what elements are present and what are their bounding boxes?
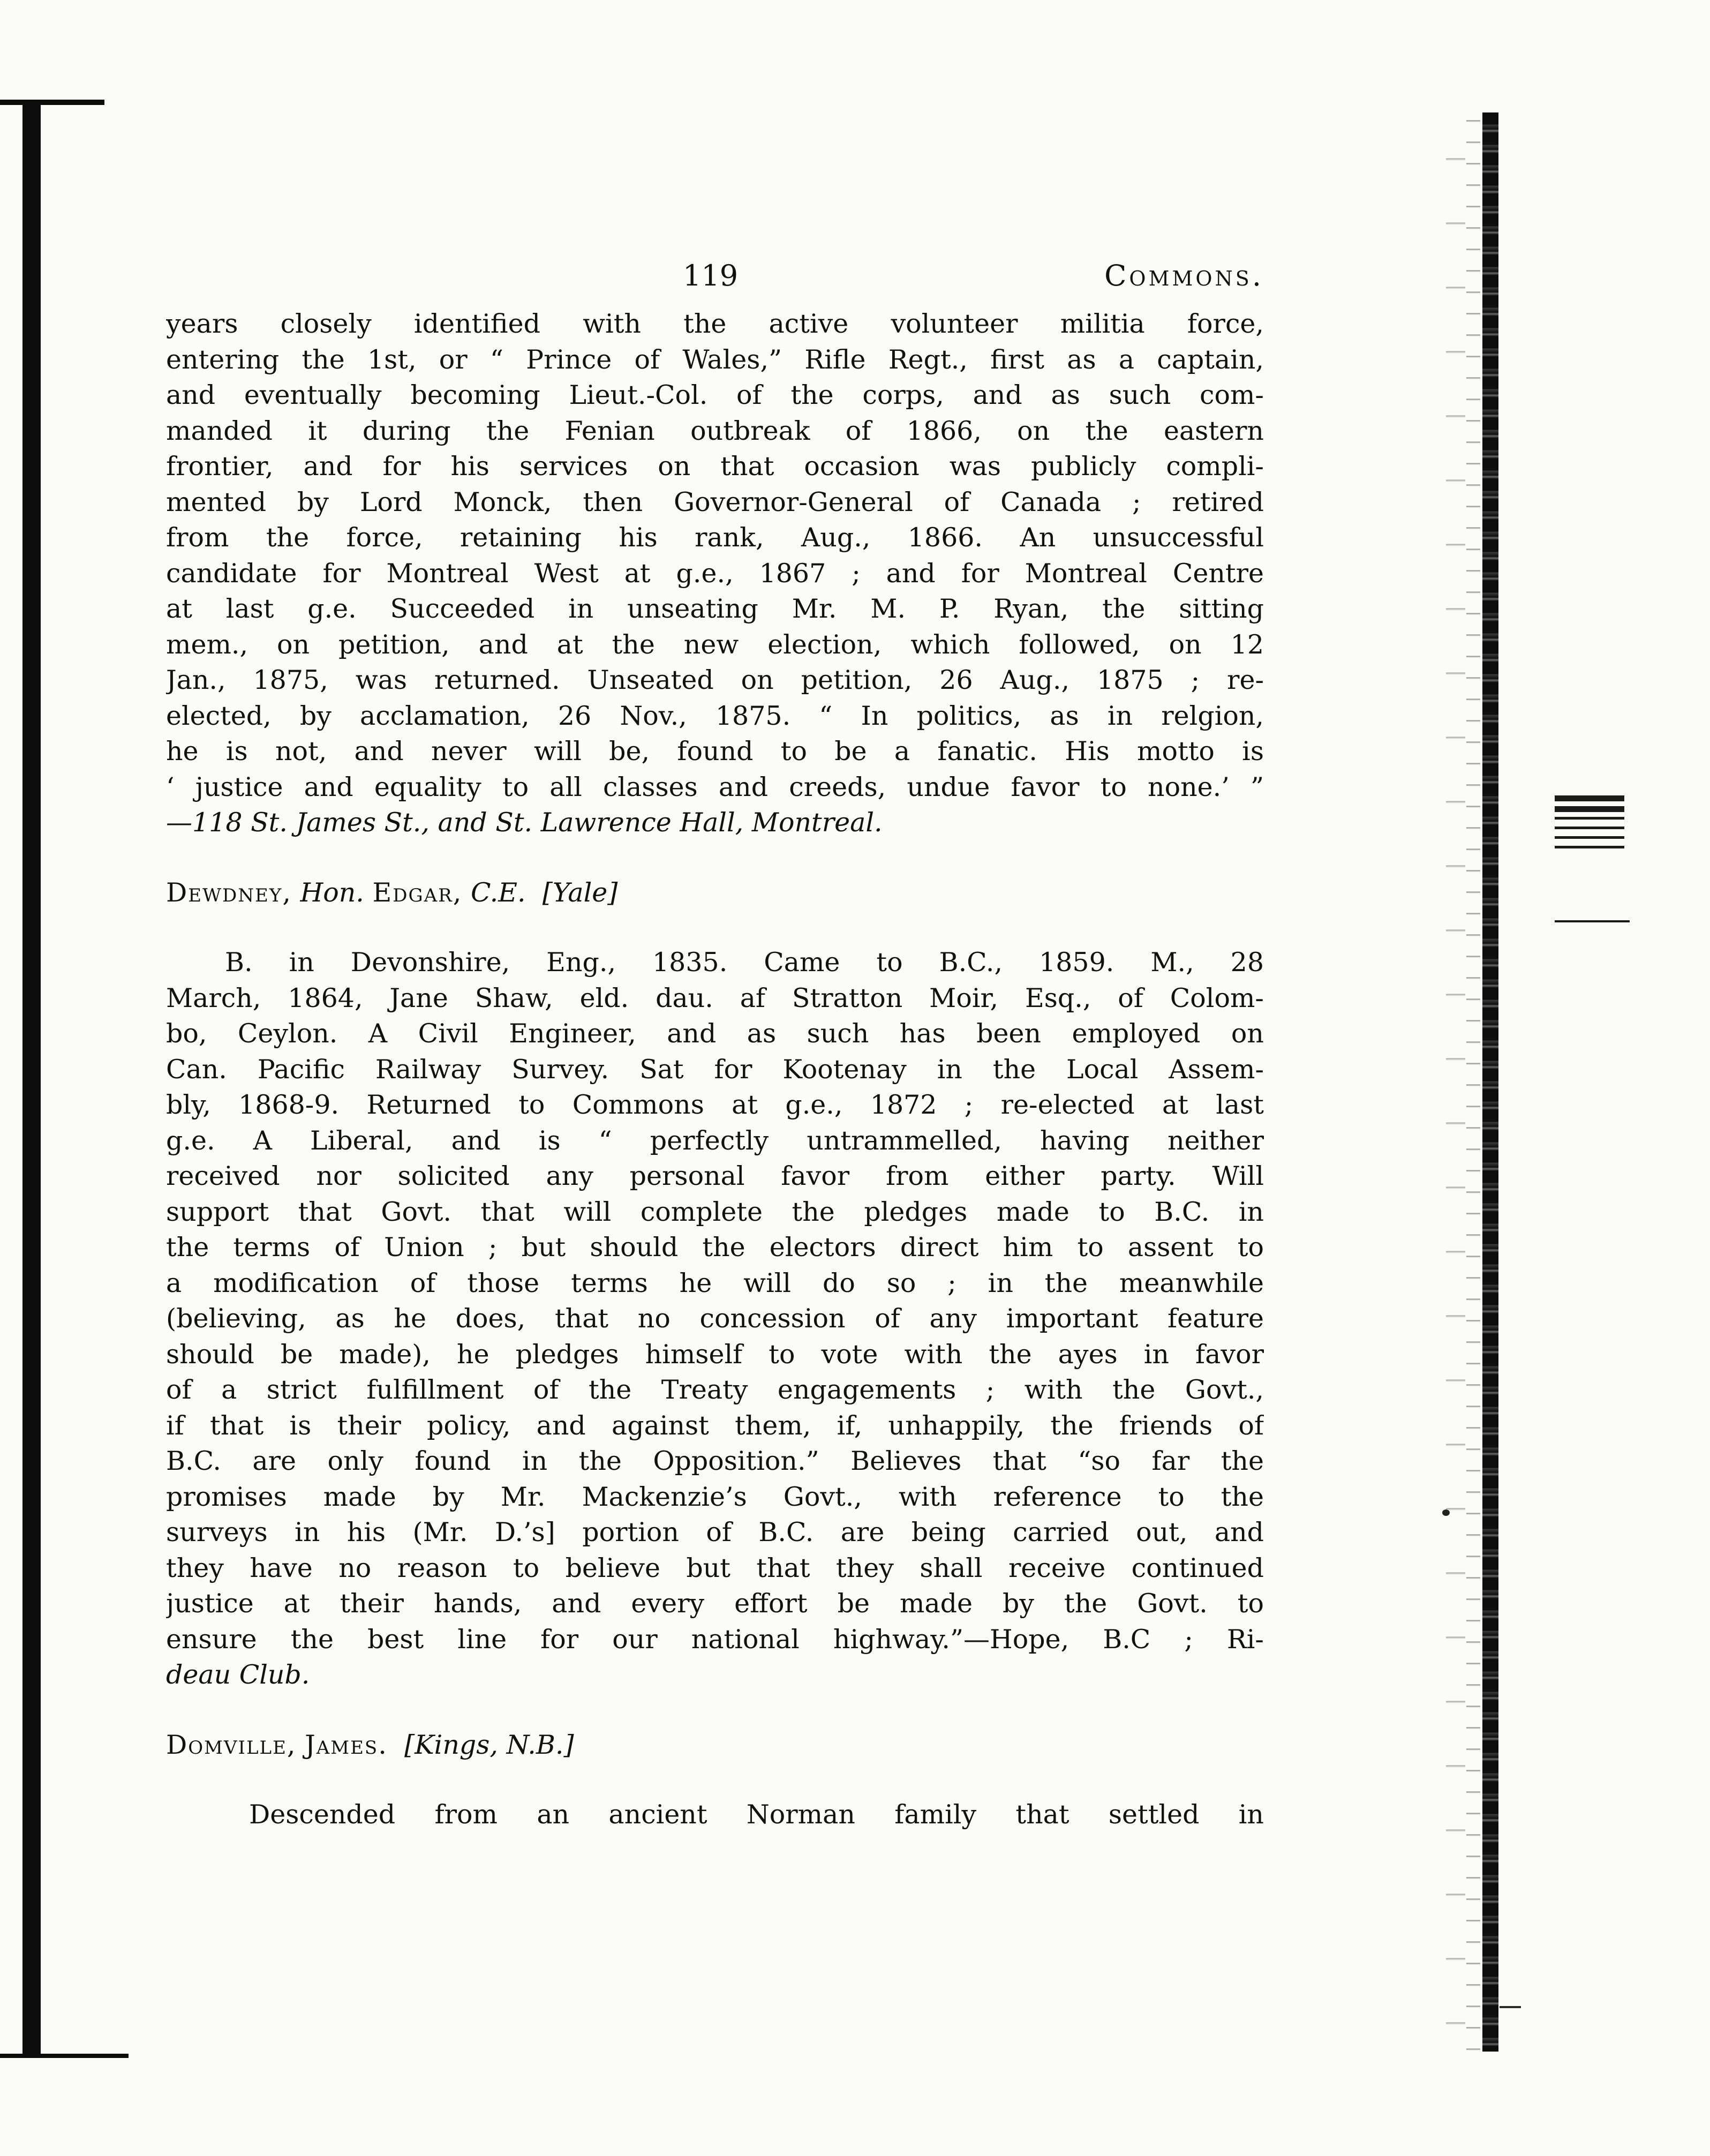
text-line: candidate for Montreal West at g.e., 1867 ; and for Montreal Centre xyxy=(166,558,1264,589)
text-line: mented by Lord Monck, then Governor-General of Canada ; retired xyxy=(166,486,1264,517)
text-line: Descended from an ancient Norman family that settled in xyxy=(249,1799,1264,1830)
text-line: justice at their hands, and every effort be made by the Govt. to xyxy=(166,1588,1264,1619)
entry-heading-dewdney xyxy=(166,875,1264,911)
entry-continued-text xyxy=(166,306,1264,841)
entry-constituency: [Yale] xyxy=(542,877,618,908)
entry-given-name: Edgar, xyxy=(372,877,463,908)
text-line: of a strict fulfillment of the Treaty engagements ; with the Govt., xyxy=(166,1374,1264,1405)
running-head xyxy=(166,252,1264,300)
text-line: March, 1864, Jane Shaw, eld. dau. af Stratton Moir, Esq., of Colom- xyxy=(166,982,1264,1013)
text-line: —118 St. James St., and St. Lawrence Hall, Montreal. xyxy=(166,807,883,838)
text-line: ensure the best line for our national highway.”—Hope, B.C ; Ri- xyxy=(166,1624,1264,1655)
text-line: bo, Ceylon. A Civil Engineer, and as such has been employed on xyxy=(166,1018,1264,1049)
entry-given-name: James. xyxy=(305,1729,388,1760)
text-line: from the force, retaining his rank, Aug., 1866. An unsuccessful xyxy=(166,522,1264,553)
text-line: surveys in his (Mr. D.’s] portion of B.C. are being carried out, and xyxy=(166,1517,1264,1547)
section-title: Commons. xyxy=(1104,259,1264,292)
margin-tick-single xyxy=(1555,920,1630,922)
entry-title: C.E. xyxy=(470,877,526,908)
entry-surname: Domville, xyxy=(166,1729,297,1760)
margin-tick-marks xyxy=(1555,795,1630,855)
text-line: at last g.e. Succeeded in unseating Mr. M. P. Ryan, the sitting xyxy=(166,594,1264,624)
text-line: entering the 1st, or “ Prince of Wales,” Rifle Regt., first as a captain, xyxy=(166,344,1264,375)
text-line: frontier, and for his services on that occasion was publicly compli- xyxy=(166,451,1264,482)
text-line: mem., on petition, and at the new election, which followed, on 12 xyxy=(166,629,1264,660)
text-line: and eventually becoming Lieut.-Col. of the corps, and as such com- xyxy=(166,380,1264,410)
binding-rule xyxy=(22,102,41,2057)
text-line: they have no reason to believe but that they shall receive continued xyxy=(166,1552,1264,1583)
text-line: manded it during the Fenian outbreak of 1866, on the eastern xyxy=(166,415,1264,446)
entry-surname: Dewdney, xyxy=(166,877,292,908)
text-line: (believing, as he does, that no concession of any important feature xyxy=(166,1303,1264,1334)
text-line: if that is their policy, and against them, if, unhappily, the friends of xyxy=(166,1410,1264,1441)
binding-rule-bottom xyxy=(0,2054,129,2058)
text-line: should be made), he pledges himself to vote with the ayes in favor xyxy=(166,1339,1264,1370)
entry-constituency: [Kings, N.B.] xyxy=(404,1729,574,1760)
text-line: elected, by acclamation, 26 Nov., 1875. “ In politics, as in relgion, xyxy=(166,700,1264,731)
text-line: a modification of those terms he will do so ; in the meanwhile xyxy=(166,1267,1264,1298)
stray-ink-dot xyxy=(1442,1509,1450,1516)
text-line: deau Club. xyxy=(166,1659,310,1690)
text-line: years closely identified with the active volunteer militia force, xyxy=(166,309,1264,339)
entry-heading-domville xyxy=(166,1727,1264,1763)
page-edge xyxy=(1482,112,1498,2052)
text-line: the terms of Union ; but should the electors direct him to assent to xyxy=(166,1232,1264,1263)
page-number: 119 xyxy=(683,259,739,292)
text-line: received nor solicited any personal favor from either party. Will xyxy=(166,1161,1264,1191)
text-column xyxy=(166,252,1264,1833)
text-line: ‘ justice and equality to all classes and creeds, undue favor to none.’ ” xyxy=(166,771,1264,802)
text-line: Can. Pacific Railway Survey. Sat for Kootenay in the Local Assem- xyxy=(166,1054,1264,1085)
text-line: B.C. are only found in the Opposition.” Believes that “so far the xyxy=(166,1446,1264,1476)
text-line: support that Govt. that will complete the pledges made to B.C. in xyxy=(166,1196,1264,1227)
entry-text-domville xyxy=(166,1797,1264,1833)
page-edge-shadow xyxy=(1466,112,1480,2052)
text-line: bly, 1868-9. Returned to Commons at g.e., 1872 ; re-elected at last xyxy=(166,1090,1264,1120)
entry-honorific: Hon. xyxy=(300,877,364,908)
text-line: promises made by Mr. Mackenzie’s Govt., with reference to the xyxy=(166,1481,1264,1512)
text-line: B. in Devonshire, Eng., 1835. Came to B.C., 1859. M., 28 xyxy=(225,947,1264,978)
margin-tick-bottom xyxy=(1500,2006,1521,2008)
page-edge-speckle xyxy=(1446,129,1465,2035)
binding-rule-top xyxy=(0,100,104,105)
text-line: Jan., 1875, was returned. Unseated on petition, 26 Aug., 1875 ; re- xyxy=(166,665,1264,695)
text-line: g.e. A Liberal, and is “ perfectly untrammelled, having neither xyxy=(166,1125,1264,1156)
entry-text-dewdney xyxy=(166,945,1264,1693)
text-line: he is not, and never will be, found to be a fanatic. His motto is xyxy=(166,736,1264,767)
